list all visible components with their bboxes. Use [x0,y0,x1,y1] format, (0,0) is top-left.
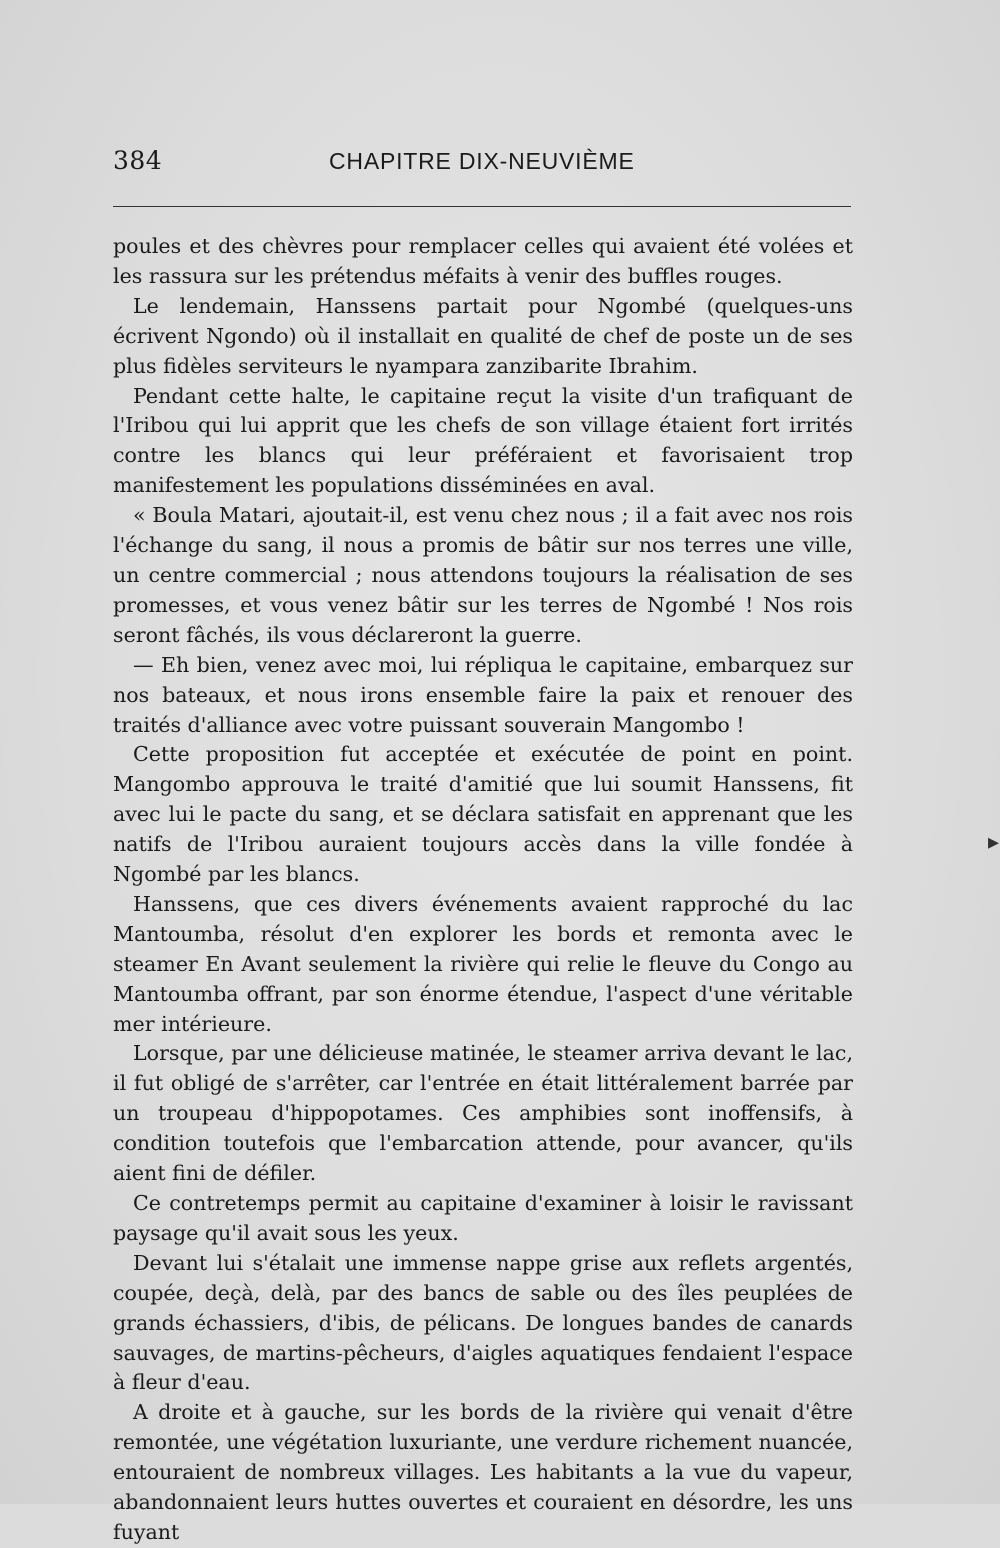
paragraph-11: A droite et à gauche, sur les bords de la rivière qui venait d'être remontée, une végétation luxuriante, une verdure richement nuancée, entouraient de nombreux villages. Les habitants a la vue du vapeur, abandonnaient leurs huttes ouvertes et couraient en désordre, les uns fuyant [113,1400,853,1544]
header-rule [113,206,851,207]
paragraph-6: Cette proposition fut acceptée et exécutée de point en point. Mangombo approuva le traité d'amitié que lui soumit Hanssens, fit avec lui le pacte du sang, et se déclara satisfait en apprenant que les natifs de l'Iribou auraient toujours accès dans la ville fondée à Ngombé par les blancs. [113,742,853,887]
page-edge-mark: ▸ [988,830,1000,855]
body-text [113,232,853,1548]
paragraph-5: — Eh bien, venez avec moi, lui répliqua le capitaine, embarquez sur nos bateaux, et nous irons ensemble faire la paix et renouer des traités d'alliance avec votre puissant souverain Mangombo ! [113,652,853,737]
paragraph-8: Lorsque, par une délicieuse matinée, le steamer arriva devant le lac, il fut obligé de s'arrêter, car l'entrée en était littéralement barrée par un troupeau d'hippopotames. Ces amphibies sont inoffensifs, à condition toutefois que l'embarcation attende, pour avancer, qu'ils aient fini de défiler. [113,1041,853,1186]
paragraph-10: Devant lui s'étalait une immense nappe grise aux reflets argentés, coupée, deçà, delà, par des bancs de sable ou des îles peuplées de grands échassiers, d'ibis, de pélicans. De longues bandes de canards sauvages, de martins-pêcheurs, d'aigles aquatiques fendaient l'espace à fleur d'eau. [113,1250,853,1395]
running-head: CHAPITRE DIX-NEUVIÈME [329,148,635,174]
paragraph-9: Ce contretemps permit au capitaine d'examiner à loisir le ravissant paysage qu'il avait sous les yeux. [113,1191,853,1245]
page-header [113,146,853,186]
page-number: 384 [113,146,163,175]
paragraph-4: « Boula Matari, ajoutait-il, est venu chez nous ; il a fait avec nos rois l'échange du sang, il nous a promis de bâtir sur nos terres une ville, un centre commercial ; nous attendons toujours la réalisation de ses promesses, et vous venez bâtir sur les terres de Ngombé ! Nos rois seront fâchés, ils vous déclareront la guerre. [113,503,853,647]
paragraph-7: Hanssens, que ces divers événements avaient rapproché du lac Mantoumba, résolut d'en explorer les bords et remonta avec le steamer En Avant seulement la rivière qui relie le fleuve du Congo au Mantoumba offrant, par son énorme étendue, l'aspect d'une véritable mer intérieure. [113,891,853,1036]
paragraph-1: poules et des chèvres pour remplacer celles qui avaient été volées et les rassura sur les prétendus méfaits à venir des buffles rouges. [113,234,853,288]
paragraph-2: Le lendemain, Hanssens partait pour Ngombé (quelques-uns écrivent Ngondo) où il installait en qualité de chef de poste un de ses plus fidèles serviteurs le nyampara zanzibarite Ibrahim. [113,293,853,378]
paragraph-3: Pendant cette halte, le capitaine reçut la visite d'un trafiquant de l'Iribou qui lui apprit que les chefs de son village étaient fort irrités contre les blancs qui leur préféraient et favorisaient trop manifestement les populations disséminées en aval. [113,383,853,498]
